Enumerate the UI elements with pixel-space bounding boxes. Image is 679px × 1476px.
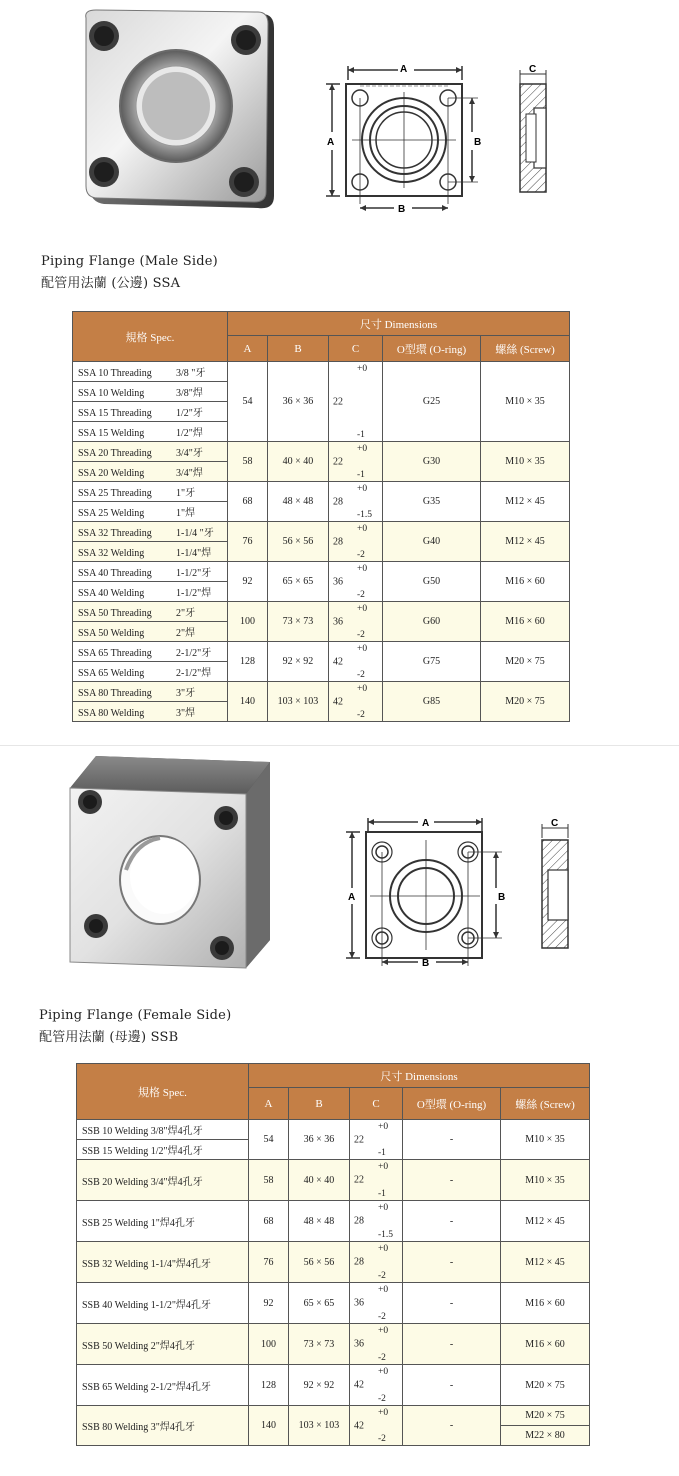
c-tolerance-upper: +0: [378, 1284, 389, 1295]
c-tolerance-lower: -2: [378, 1352, 386, 1363]
header-dimensions: 尺寸 Dimensions: [249, 1064, 590, 1088]
c-value: 22: [354, 1134, 364, 1145]
cell-spec: [73, 362, 228, 382]
c-tolerance-lower: -2: [357, 669, 365, 680]
cell-screw: M20 × 75: [501, 1406, 590, 1426]
c-tolerance-lower: -2: [378, 1433, 386, 1444]
cell-oring: -: [403, 1160, 501, 1201]
cell-screw: M12 × 45: [501, 1201, 590, 1242]
c-tolerance-lower: -2: [378, 1311, 386, 1322]
cell-a: 54: [249, 1120, 289, 1160]
cell-a: 76: [249, 1242, 289, 1283]
c-tolerance-lower: -2: [357, 629, 365, 640]
cell-c: [329, 442, 383, 482]
c-tolerance-upper: +0: [378, 1325, 389, 1336]
cell-screw: M12 × 45: [501, 1242, 590, 1283]
table-row: [73, 602, 570, 622]
spec-model: SSA 40 Threading: [78, 568, 152, 579]
cell-a: 92: [249, 1283, 289, 1324]
c-tolerance-lower: -2: [378, 1270, 386, 1281]
spec-size: 2"牙: [176, 608, 196, 619]
cell-screw: M16 × 60: [481, 602, 570, 642]
cell-a: 140: [228, 682, 268, 722]
cell-oring: -: [403, 1365, 501, 1406]
spec-size: 3"牙: [176, 688, 196, 699]
cell-spec: SSB 20 Welding 3/4"焊4孔牙: [77, 1160, 249, 1201]
cell-spec: SSB 40 Welding 1-1/2"焊4孔牙: [77, 1283, 249, 1324]
spec-model: SSA 50 Threading: [78, 608, 152, 619]
ssa-side-view-drawing: [512, 62, 556, 196]
cell-c: [350, 1283, 403, 1324]
spec-size: 1-1/4 "牙: [176, 528, 214, 539]
cell-c: [329, 682, 383, 722]
c-value: 42: [354, 1420, 364, 1431]
table-row: [77, 1365, 590, 1406]
cell-oring: G25: [383, 362, 481, 442]
spec-model: SSA 20 Welding: [78, 468, 145, 479]
cell-oring: G50: [383, 562, 481, 602]
c-value: 22: [333, 396, 343, 407]
ssa-title-en: Piping Flange (Male Side): [41, 254, 218, 269]
cell-c: [350, 1324, 403, 1365]
cell-c: [350, 1160, 403, 1201]
cell-screw: M16 × 60: [501, 1283, 590, 1324]
spec-model: SSA 15 Welding: [78, 428, 145, 439]
c-tolerance-lower: -2: [378, 1393, 386, 1404]
ssb-side-label-c: C: [551, 818, 559, 829]
ssb-front-label-a-top: A: [422, 818, 430, 829]
c-tolerance-lower: -1: [378, 1188, 386, 1199]
c-value: 22: [333, 456, 343, 467]
cell-c: [350, 1406, 403, 1446]
table-row: [77, 1406, 590, 1426]
c-value-wrap: [350, 1121, 402, 1159]
c-value-wrap: [329, 443, 382, 481]
header-c: C: [350, 1088, 403, 1120]
header-screw: 螺絲 (Screw): [481, 336, 570, 362]
cell-b: 48 × 48: [289, 1201, 350, 1242]
table-row: [73, 642, 570, 662]
c-value: 42: [333, 656, 343, 667]
header-screw: 螺絲 (Screw): [501, 1088, 590, 1120]
cell-b: 48 × 48: [268, 482, 329, 522]
cell-spec: [73, 502, 228, 522]
c-value: 28: [333, 536, 343, 547]
c-value: 42: [354, 1379, 364, 1391]
cell-spec: [73, 562, 228, 582]
spec-size: 3/8 "牙: [176, 368, 206, 379]
c-tolerance-lower: -2: [357, 549, 365, 560]
spec-size: 1/2"牙: [176, 408, 203, 419]
cell-spec: [73, 382, 228, 402]
table-header-row: [73, 312, 570, 336]
table-row: [77, 1283, 590, 1324]
cell-spec: SSB 32 Welding 1-1/4"焊4孔牙: [77, 1242, 249, 1283]
cell-spec: [73, 582, 228, 602]
c-value-wrap: [329, 363, 382, 441]
c-value: 42: [333, 696, 343, 707]
ssa-title: [41, 251, 218, 295]
cell-oring: -: [403, 1120, 501, 1160]
cell-spec: [73, 402, 228, 422]
spec-model: SSA 65 Welding: [78, 668, 145, 679]
ssb-title-zh: 配管用法蘭 (母邊) SSB: [39, 1030, 179, 1045]
c-tolerance-upper: +0: [378, 1243, 389, 1254]
cell-screw: M22 × 80: [501, 1426, 590, 1446]
spec-size: 3/4"焊: [176, 468, 203, 479]
ssa-front-view-drawing: [322, 58, 494, 218]
cell-b: 73 × 73: [289, 1324, 350, 1365]
c-tolerance-upper: +0: [357, 363, 368, 374]
cell-c: [329, 522, 383, 562]
cell-a: 128: [228, 642, 268, 682]
cell-oring: G35: [383, 482, 481, 522]
cell-screw: M10 × 35: [501, 1120, 590, 1160]
c-value-wrap: [329, 683, 382, 721]
table-row: [77, 1242, 590, 1283]
cell-a: 92: [228, 562, 268, 602]
cell-c: [329, 642, 383, 682]
c-value: 36: [333, 616, 343, 627]
cell-spec: [73, 522, 228, 542]
spec-model: SSA 25 Threading: [78, 488, 152, 499]
cell-a: 68: [249, 1201, 289, 1242]
cell-c: [350, 1201, 403, 1242]
header-spec: 規格 Spec.: [73, 312, 228, 362]
c-value-wrap: [329, 603, 382, 641]
c-value-wrap: [350, 1407, 402, 1445]
cell-screw: M20 × 75: [481, 642, 570, 682]
cell-spec: [73, 702, 228, 722]
section-divider: [0, 745, 679, 746]
c-value: 36: [333, 576, 343, 587]
cell-spec: [73, 542, 228, 562]
c-tolerance-lower: -2: [357, 589, 365, 600]
table-row: [73, 522, 570, 542]
ssa-front-label-b-bottom: B: [398, 204, 406, 215]
table-row: [73, 362, 570, 382]
spec-model: SSA 10 Welding: [78, 388, 145, 399]
cell-b: 36 × 36: [268, 362, 329, 442]
ssa-spec-table: [72, 311, 570, 722]
ssa-title-zh: 配管用法蘭 (公邊) SSA: [41, 276, 181, 291]
c-tolerance-upper: +0: [378, 1366, 389, 1377]
cell-spec: [73, 602, 228, 622]
cell-screw: M20 × 75: [501, 1365, 590, 1406]
c-tolerance-upper: +0: [357, 483, 368, 494]
spec-model: SSA 65 Threading: [78, 648, 152, 659]
header-a: A: [228, 336, 268, 362]
table-row: [77, 1201, 590, 1242]
c-value-wrap: [350, 1284, 402, 1323]
spec-model: SSA 50 Welding: [78, 628, 145, 639]
header-b: B: [268, 336, 329, 362]
c-value: 36: [354, 1338, 364, 1350]
ssb-spec-table: [76, 1063, 590, 1446]
cell-a: 58: [228, 442, 268, 482]
c-value-wrap: [350, 1243, 402, 1282]
c-tolerance-upper: +0: [378, 1202, 389, 1213]
c-tolerance-upper: +0: [357, 563, 368, 574]
cell-spec: [73, 682, 228, 702]
c-value: 28: [354, 1215, 364, 1227]
cell-oring: -: [403, 1283, 501, 1324]
c-value-wrap: [329, 483, 382, 521]
cell-spec: [73, 482, 228, 502]
c-value: 28: [333, 496, 343, 507]
c-tolerance-upper: +0: [357, 643, 368, 654]
cell-a: 68: [228, 482, 268, 522]
spec-size: 1-1/2"焊: [176, 588, 212, 599]
table-row: [73, 562, 570, 582]
c-value-wrap: [329, 523, 382, 561]
spec-model: SSA 32 Threading: [78, 528, 152, 539]
ssb-front-label-b-side: B: [498, 892, 506, 903]
cell-a: 76: [228, 522, 268, 562]
c-tolerance-upper: +0: [378, 1121, 389, 1132]
spec-size: 3"焊: [176, 708, 196, 719]
header-dimensions: 尺寸 Dimensions: [228, 312, 570, 336]
cell-spec: SSB 10 Welding 3/8"焊4孔牙: [77, 1120, 249, 1140]
spec-size: 3/4"牙: [176, 448, 203, 459]
cell-c: [350, 1120, 403, 1160]
cell-spec: [73, 462, 228, 482]
cell-spec: [73, 642, 228, 662]
cell-spec: SSB 50 Welding 2"焊4孔牙: [77, 1324, 249, 1365]
c-value-wrap: [350, 1161, 402, 1200]
cell-c: [350, 1242, 403, 1283]
ssb-front-label-b-bottom: B: [422, 958, 430, 969]
header-a: A: [249, 1088, 289, 1120]
cell-b: 36 × 36: [289, 1120, 350, 1160]
cell-spec: [73, 422, 228, 442]
header-oring: O型環 (O-ring): [383, 336, 481, 362]
table-row: [73, 482, 570, 502]
ssb-title: [39, 1005, 231, 1049]
cell-b: 73 × 73: [268, 602, 329, 642]
cell-oring: G75: [383, 642, 481, 682]
cell-c: [329, 602, 383, 642]
cell-c: [329, 362, 383, 442]
spec-size: 1-1/2"牙: [176, 568, 212, 579]
cell-screw: M12 × 45: [481, 522, 570, 562]
cell-oring: G85: [383, 682, 481, 722]
cell-screw: M10 × 35: [481, 362, 570, 442]
spec-size: 2-1/2"焊: [176, 668, 212, 679]
table-row: [77, 1120, 590, 1140]
c-tolerance-lower: -1.5: [378, 1229, 394, 1240]
cell-spec: [73, 662, 228, 682]
cell-screw: M10 × 35: [481, 442, 570, 482]
ssa-flange-photo: [78, 6, 284, 216]
cell-spec: SSB 65 Welding 2-1/2"焊4孔牙: [77, 1365, 249, 1406]
table-row: [77, 1324, 590, 1365]
c-value-wrap: [350, 1366, 402, 1405]
cell-oring: -: [403, 1324, 501, 1365]
c-tolerance-upper: +0: [357, 523, 368, 534]
c-tolerance-upper: +0: [357, 443, 368, 454]
cell-oring: -: [403, 1201, 501, 1242]
cell-b: 40 × 40: [268, 442, 329, 482]
spec-size: 1-1/4"焊: [176, 548, 212, 559]
cell-spec: [73, 442, 228, 462]
table-row: [73, 682, 570, 702]
spec-model: SSA 80 Threading: [78, 688, 152, 699]
spec-model: SSA 25 Welding: [78, 508, 145, 519]
cell-c: [329, 562, 383, 602]
cell-a: 100: [228, 602, 268, 642]
header-c: C: [329, 336, 383, 362]
spec-size: 1/2"焊: [176, 428, 203, 439]
cell-c: [350, 1365, 403, 1406]
table-header-row: [77, 1064, 590, 1088]
cell-b: 103 × 103: [289, 1406, 350, 1446]
cell-spec: SSB 15 Welding 1/2"焊4孔牙: [77, 1140, 249, 1160]
cell-a: 58: [249, 1160, 289, 1201]
c-value-wrap: [350, 1325, 402, 1364]
cell-b: 65 × 65: [268, 562, 329, 602]
header-spec: 規格 Spec.: [77, 1064, 249, 1120]
ssa-front-label-b-side: B: [474, 137, 482, 148]
cell-spec: SSB 25 Welding 1"焊4孔牙: [77, 1201, 249, 1242]
header-oring: O型環 (O-ring): [403, 1088, 501, 1120]
spec-model: SSA 20 Threading: [78, 448, 152, 459]
cell-b: 56 × 56: [289, 1242, 350, 1283]
spec-model: SSA 80 Welding: [78, 708, 145, 719]
cell-b: 92 × 92: [289, 1365, 350, 1406]
cell-a: 54: [228, 362, 268, 442]
ssb-flange-photo: [66, 752, 276, 974]
cell-screw: M16 × 60: [501, 1324, 590, 1365]
table-row: [73, 442, 570, 462]
spec-size: 2"焊: [176, 628, 196, 639]
spec-model: SSA 15 Threading: [78, 408, 152, 419]
cell-screw: M16 × 60: [481, 562, 570, 602]
cell-oring: G60: [383, 602, 481, 642]
ssa-front-label-a-top: A: [400, 64, 408, 75]
ssb-side-view-drawing: [534, 816, 578, 952]
c-tolerance-upper: +0: [357, 603, 368, 614]
ssa-side-label-c: C: [529, 64, 537, 75]
ssb-title-en: Piping Flange (Female Side): [39, 1008, 232, 1023]
c-value-wrap: [350, 1202, 402, 1241]
cell-screw: M20 × 75: [481, 682, 570, 722]
cell-spec: SSB 80 Welding 3"焊4孔牙: [77, 1406, 249, 1446]
c-tolerance-lower: -1.5: [357, 509, 373, 520]
cell-screw: M12 × 45: [481, 482, 570, 522]
ssb-front-view-drawing: [342, 812, 514, 972]
cell-b: 103 × 103: [268, 682, 329, 722]
header-b: B: [289, 1088, 350, 1120]
ssa-front-label-a-side: A: [327, 137, 335, 148]
cell-oring: G30: [383, 442, 481, 482]
cell-a: 140: [249, 1406, 289, 1446]
c-tolerance-lower: -1: [357, 429, 365, 440]
spec-model: SSA 10 Threading: [78, 368, 152, 379]
c-value-wrap: [329, 643, 382, 681]
c-tolerance-lower: -1: [357, 469, 365, 480]
cell-oring: G40: [383, 522, 481, 562]
c-value: 36: [354, 1297, 364, 1309]
c-value: 22: [354, 1174, 364, 1186]
cell-oring: -: [403, 1242, 501, 1283]
cell-b: 40 × 40: [289, 1160, 350, 1201]
c-tolerance-lower: -2: [357, 709, 365, 720]
spec-model: SSA 32 Welding: [78, 548, 145, 559]
spec-size: 1"焊: [176, 508, 196, 519]
c-value-wrap: [329, 563, 382, 601]
cell-b: 92 × 92: [268, 642, 329, 682]
cell-b: 56 × 56: [268, 522, 329, 562]
spec-model: SSA 40 Welding: [78, 588, 145, 599]
spec-size: 3/8"焊: [176, 388, 203, 399]
cell-a: 100: [249, 1324, 289, 1365]
spec-size: 2-1/2"牙: [176, 648, 212, 659]
cell-b: 65 × 65: [289, 1283, 350, 1324]
table-row: [77, 1160, 590, 1201]
c-value: 28: [354, 1256, 364, 1268]
c-tolerance-upper: +0: [378, 1407, 389, 1418]
c-tolerance-upper: +0: [378, 1161, 389, 1172]
cell-screw: M10 × 35: [501, 1160, 590, 1201]
cell-c: [329, 482, 383, 522]
cell-spec: [73, 622, 228, 642]
ssb-front-label-a-side: A: [348, 892, 356, 903]
cell-oring: -: [403, 1406, 501, 1446]
spec-size: 1"牙: [176, 488, 196, 499]
c-tolerance-upper: +0: [357, 683, 368, 694]
cell-a: 128: [249, 1365, 289, 1406]
c-tolerance-lower: -1: [378, 1147, 386, 1158]
